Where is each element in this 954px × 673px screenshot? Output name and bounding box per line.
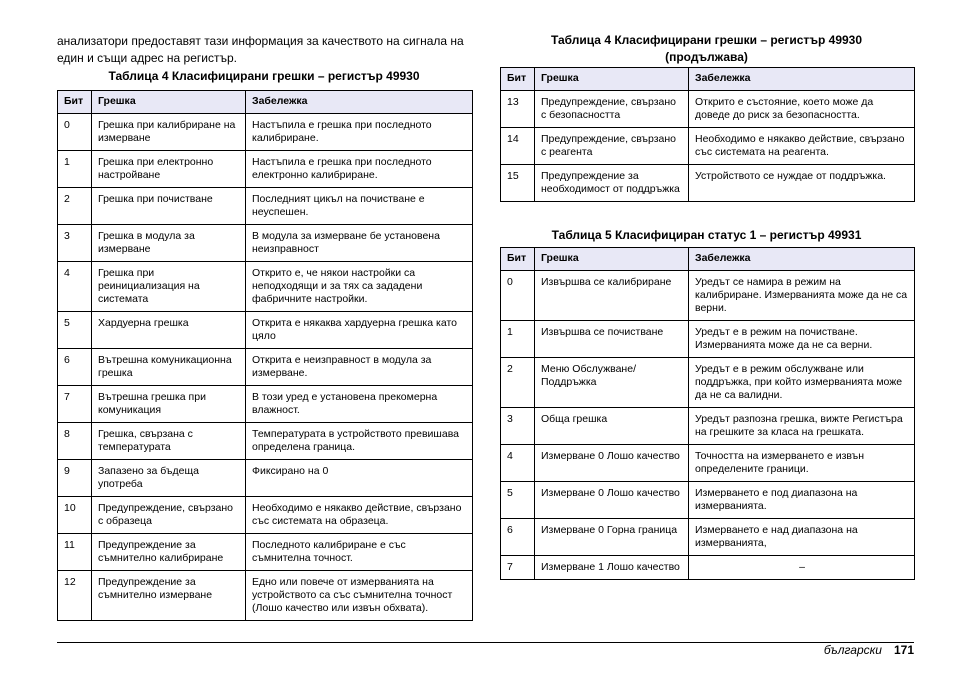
cell-bit: 6 (58, 349, 92, 386)
cell-bit: 10 (58, 497, 92, 534)
cell-note: Измерването е под диапазона на измерванията. (689, 482, 915, 519)
cell-bit: 9 (58, 460, 92, 497)
table-row (58, 423, 473, 460)
cell-error: Грешка при реинициализация на системата (92, 262, 246, 312)
table5-caption: Таблица 5 Класифициран статус 1 – регистър 49931 (551, 228, 862, 242)
table-row (501, 482, 915, 519)
cell-error: Грешка, свързана с температурата (92, 423, 246, 460)
cell-error: Предупреждение за съмнително калибриране (92, 534, 246, 571)
table-row (501, 408, 915, 445)
table-row (501, 556, 915, 580)
cell-error: Предупреждение за необходимост от поддръжка (535, 165, 689, 202)
cell-bit: 11 (58, 534, 92, 571)
header-bit: Бит (58, 91, 92, 114)
cell-note: Уредът се намира в режим на калибриране. Измерванията може да не са верни. (689, 271, 915, 321)
cell-note: Открито е, че някои настройки са неподходящи и за тях са зададени фабричните настройки. (246, 262, 473, 312)
table-row (58, 349, 473, 386)
page-footer (824, 643, 914, 658)
cell-note: Измерването е над диапазона на измерванията, (689, 519, 915, 556)
cell-bit: 7 (501, 556, 535, 580)
cell-bit: 2 (58, 188, 92, 225)
cell-error: Грешка при почистване (92, 188, 246, 225)
table-row (58, 312, 473, 349)
cell-note: Настъпила е грешка при последното калибриране. (246, 114, 473, 151)
cell-note: Необходимо е някакво действие, свързано със системата на реагента. (689, 128, 915, 165)
cell-bit: 0 (58, 114, 92, 151)
header-bit: Бит (501, 248, 535, 271)
cell-bit: 13 (501, 91, 535, 128)
table-row (501, 271, 915, 321)
cell-bit: 2 (501, 358, 535, 408)
cell-note: Уредът е в режим на почистване. Измерванията може да не са верни. (689, 321, 915, 358)
table-row (58, 497, 473, 534)
cell-error: Грешка в модула за измерване (92, 225, 246, 262)
page-number: 171 (893, 643, 914, 657)
cell-bit: 8 (58, 423, 92, 460)
cell-error: Предупреждение, свързано с образеца (92, 497, 246, 534)
cell-note: Открито е състояние, което може да доведе до риск за безопасността. (689, 91, 915, 128)
table-row (58, 534, 473, 571)
cell-bit: 4 (58, 262, 92, 312)
table-row (58, 188, 473, 225)
cell-note: Настъпила е грешка при последното електронно калибриране. (246, 151, 473, 188)
cell-note: Уредът е в режим обслужване или поддръжка, при който измерванията може да не са валидни. (689, 358, 915, 408)
cell-note: Последният цикъл на почистване е неуспешен. (246, 188, 473, 225)
cell-note: В този уред е установена прекомерна влажност. (246, 386, 473, 423)
header-error: Грешка (535, 248, 689, 271)
table-row (501, 128, 915, 165)
header-error: Грешка (92, 91, 246, 114)
table-row (58, 114, 473, 151)
cell-error: Предупреждение за съмнително измерване (92, 571, 246, 621)
table-row (58, 571, 473, 621)
cell-note: Температурата в устройството превишава определена граница. (246, 423, 473, 460)
table-row (58, 151, 473, 188)
cell-bit: 7 (58, 386, 92, 423)
cell-bit: 5 (58, 312, 92, 349)
cell-bit: 3 (501, 408, 535, 445)
cell-bit: 1 (58, 151, 92, 188)
header-note: Забележка (689, 248, 915, 271)
cell-note: – (689, 556, 915, 580)
cell-error: Грешка при електронно настройване (92, 151, 246, 188)
table4-continued (500, 67, 915, 202)
cell-note: В модула за измерване бе установена неизправност (246, 225, 473, 262)
cell-note: Открита е някаква хардуерна грешка като цяло (246, 312, 473, 349)
cell-bit: 6 (501, 519, 535, 556)
caption-line-continued: (продължава) (665, 50, 748, 64)
cell-error: Предупреждение, свързано с безопасността (535, 91, 689, 128)
table-row (58, 386, 473, 423)
table-row (501, 519, 915, 556)
table-row (58, 262, 473, 312)
cell-bit: 0 (501, 271, 535, 321)
cell-bit: 3 (58, 225, 92, 262)
cell-note: Открита е неизправност в модула за измерване. (246, 349, 473, 386)
table4-caption: Таблица 4 Класифицирани грешки – регистър 49930 (108, 69, 420, 83)
cell-error: Измерване 0 Горна граница (535, 519, 689, 556)
cell-bit: 15 (501, 165, 535, 202)
cell-note: Едно или повече от измерванията на устройството са със съмнителна точност (Лошо качество или извън обхвата). (246, 571, 473, 621)
cell-error: Грешка при калибриране на измерване (92, 114, 246, 151)
cell-error: Вътрешна грешка при комуникация (92, 386, 246, 423)
intro-paragraph: анализатори предоставят тази информация за качеството на сигнала на един и същи адрес на регистър. (57, 34, 464, 65)
cell-bit: 4 (501, 445, 535, 482)
cell-note: Последното калибриране е със съмнителна точност. (246, 534, 473, 571)
cell-note: Необходимо е някакво действие, свързано със системата на образеца. (246, 497, 473, 534)
cell-error: Измерване 0 Лошо качество (535, 445, 689, 482)
cell-error: Запазено за бъдеща употреба (92, 460, 246, 497)
table-row (501, 445, 915, 482)
caption-line: Таблица 4 Класифицирани грешки – регистър 49930 (550, 33, 863, 47)
cell-error: Измерване 0 Лошо качество (535, 482, 689, 519)
cell-error: Предупреждение, свързано с реагента (535, 128, 689, 165)
footer-divider (57, 642, 914, 643)
table-header-row (501, 248, 915, 271)
table-header-row (58, 91, 473, 114)
cell-bit: 1 (501, 321, 535, 358)
table5-classified-status (500, 247, 915, 580)
table-row (501, 91, 915, 128)
table-header-row (501, 68, 915, 91)
header-note: Забележка (246, 91, 473, 114)
cell-error: Хардуерна грешка (92, 312, 246, 349)
cell-bit: 12 (58, 571, 92, 621)
table4-classified-errors (57, 90, 473, 621)
table-row (501, 358, 915, 408)
cell-bit: 5 (501, 482, 535, 519)
table-row (501, 321, 915, 358)
cell-error: Вътрешна комуникационна грешка (92, 349, 246, 386)
cell-error: Обща грешка (535, 408, 689, 445)
cell-note: Точността на измерването е извън определените граници. (689, 445, 915, 482)
table-row (501, 165, 915, 202)
cell-error: Измерване 1 Лошо качество (535, 556, 689, 580)
cell-error: Извършва се калибриране (535, 271, 689, 321)
cell-error: Меню Обслужване/Поддръжка (535, 358, 689, 408)
footer-language: български (823, 643, 882, 657)
cell-note: Фиксирано на 0 (246, 460, 473, 497)
table-row (58, 460, 473, 497)
cell-note: Уредът разпозна грешка, вижте Регистъра на грешките за класа на грешката. (689, 408, 915, 445)
cell-bit: 14 (501, 128, 535, 165)
cell-error: Извършва се почистване (535, 321, 689, 358)
header-note: Забележка (689, 68, 915, 91)
table-row (58, 225, 473, 262)
header-error: Грешка (535, 68, 689, 91)
cell-note: Устройството се нуждае от поддръжка. (689, 165, 915, 202)
table4-continued-caption (500, 32, 913, 66)
header-bit: Бит (501, 68, 535, 91)
